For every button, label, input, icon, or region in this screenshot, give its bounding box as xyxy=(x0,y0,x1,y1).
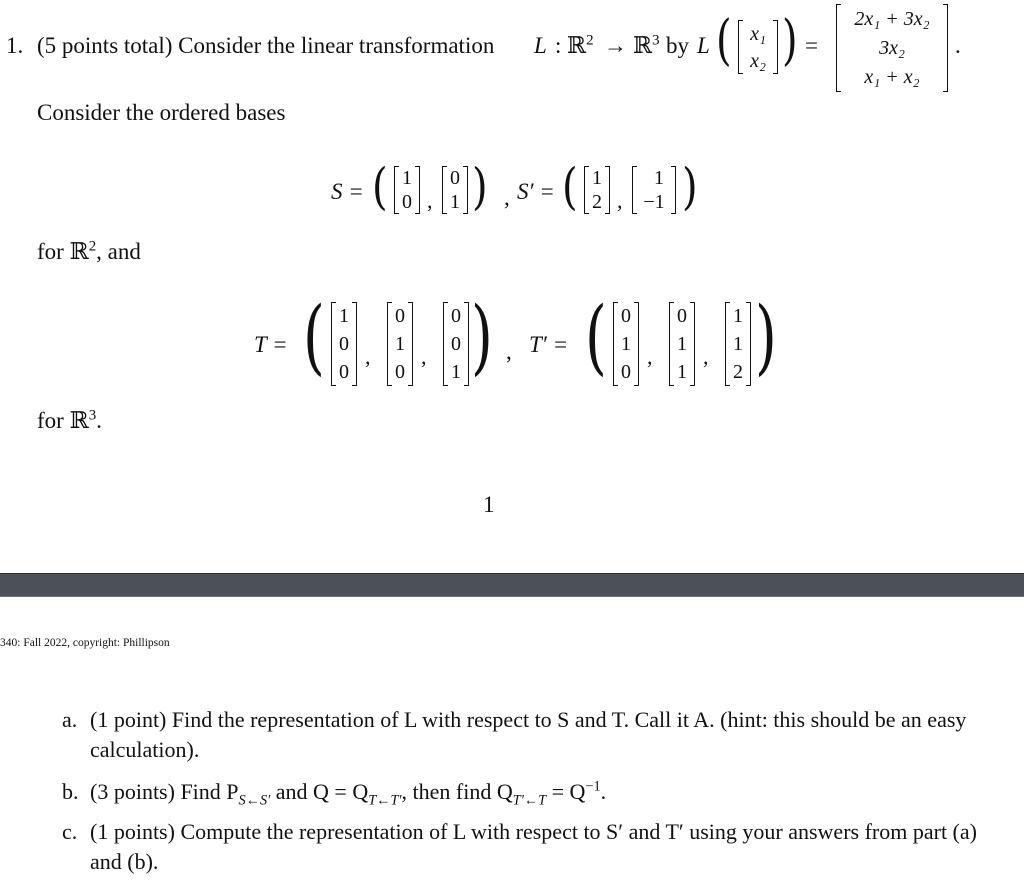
left-paren: ( xyxy=(716,9,732,73)
page-separator xyxy=(0,573,1024,597)
basis-t-vector-3: 0 0 1 xyxy=(443,302,469,386)
bases-intro: Consider the ordered bases xyxy=(37,100,286,125)
page-footer: 340: Fall 2022, copyright: Phillipson xyxy=(0,637,170,649)
basis-s: ( 1 0 , 0 1 ) xyxy=(372,158,488,216)
domain-space: ℝ$^2$ xyxy=(567,32,594,58)
end-period: . xyxy=(955,33,961,58)
problem-number: 1. xyxy=(6,33,24,58)
right-paren: ) xyxy=(782,9,798,73)
part-a-text: (1 point) Find the representation of L with respect to S and T. Call it A. (hint: this should be an easy calculation). xyxy=(90,707,967,762)
problem-intro: (5 points total) Consider the linear transformation xyxy=(37,33,495,58)
basis-s-vector-1: 1 0 xyxy=(394,166,420,214)
output-vector: 2x₁ + 3x₂ 3x₂ x₁ + x₂ xyxy=(836,4,948,92)
basis-t-prime-vector-3: 1 1 2 xyxy=(725,302,751,386)
basis-s-vector-2: 0 1 xyxy=(442,166,468,214)
basis-s-prime-label: S′ = xyxy=(517,179,555,204)
basis-s-prime-vector-1: 1 2 xyxy=(584,166,610,214)
basis-t-label: T = xyxy=(254,332,288,357)
input-vector: x₁ x₂ xyxy=(738,20,778,74)
basis-s-prime-vector-2: 1 −1 xyxy=(632,166,676,214)
basis-s-prime: ( 1 2 , 1 −1 ) xyxy=(562,158,698,216)
bracket-right xyxy=(943,4,948,92)
bracket-right xyxy=(773,20,778,74)
basis-t-prime: ( 0 1 0 , 0 1 1 , 1 1 2 ) xyxy=(585,290,777,385)
basis-t-vector-1: 1 0 0 xyxy=(331,302,357,386)
codomain-space: ℝ$^3$ xyxy=(633,32,660,58)
basis-s-label: S = xyxy=(331,179,364,204)
part-c-label: c. xyxy=(62,819,78,844)
part-b-label: b. xyxy=(62,779,79,804)
map-name: L xyxy=(534,33,547,58)
part-c xyxy=(62,817,1012,879)
part-c-text: (1 points) Compute the representation of L with respect to S′ and T′ using your answers from part (a) and (b). xyxy=(90,819,977,874)
basis-t-vector-2: 0 1 0 xyxy=(387,302,413,386)
equals-sign: = xyxy=(805,33,818,58)
bracket-left xyxy=(738,20,743,74)
basis-t-prime-vector-2: 0 1 1 xyxy=(669,302,695,386)
part-b-text: (3 points) Find $P_{S\leftarrow S'}$ and $Q = Q_{T\leftarrow T'}$, then find $Q_{T'\leftarrow T} = Q^{-1}$. xyxy=(90,778,607,809)
part-a xyxy=(62,705,1012,767)
maps-to-arrow: → xyxy=(604,33,627,58)
input-expression xyxy=(716,9,800,78)
for-r2: for ℝ$^2$, and xyxy=(37,238,141,264)
map-name-2: L xyxy=(697,33,710,58)
for-r3: for ℝ$^3$. xyxy=(37,407,102,433)
by-word: by xyxy=(666,33,689,58)
map-colon: : xyxy=(555,33,562,58)
basis-t: ( 1 0 0 , 0 1 0 , 0 0 1 ) xyxy=(303,290,493,385)
basis-t-prime-vector-1: 0 1 0 xyxy=(613,302,639,386)
part-b xyxy=(62,777,1012,807)
part-a-label: a. xyxy=(62,707,78,732)
basis-t-prime-label: T′ = xyxy=(529,332,569,357)
bracket-left xyxy=(836,4,841,92)
page-number: 1 xyxy=(483,492,495,517)
